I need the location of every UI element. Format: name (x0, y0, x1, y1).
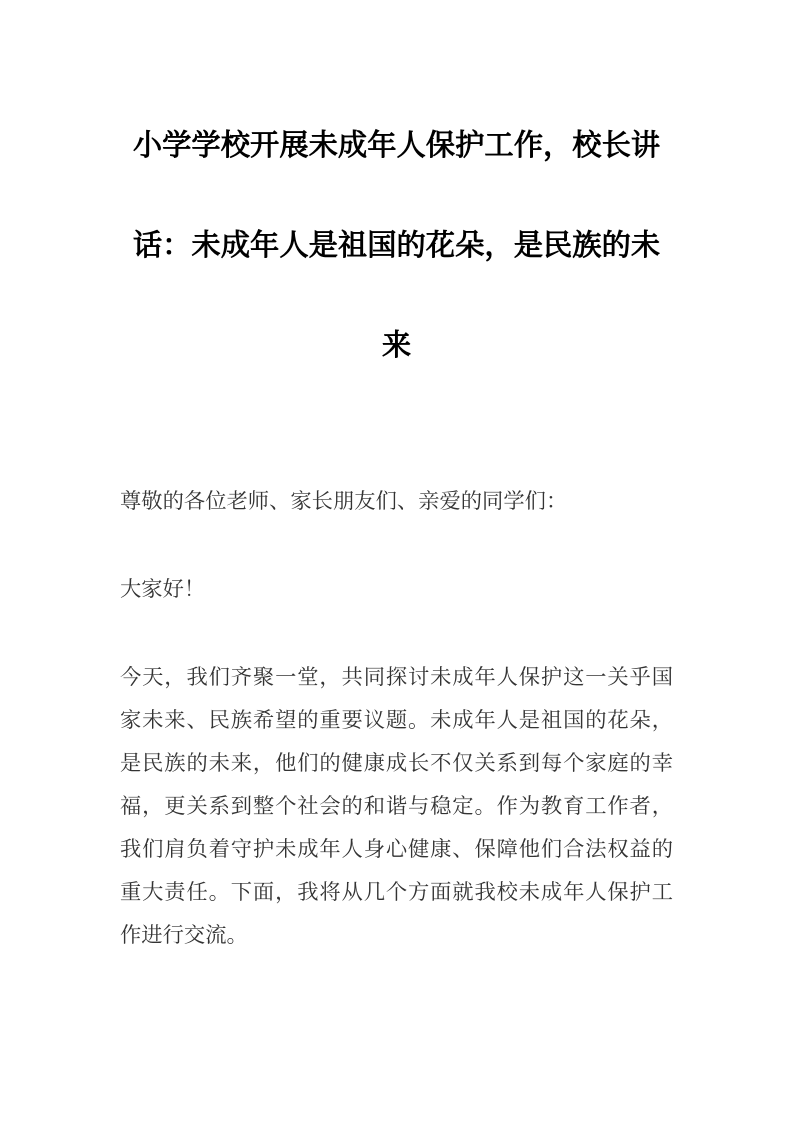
document-title: 小学学校开展未成年人保护工作，校长讲话：未成年人是祖国的花朵，是民族的未来 (132, 129, 661, 362)
paragraph-salutation: 尊敬的各位老师、家长朋友们、亲爱的同学们： (120, 489, 568, 513)
paragraph-greeting: 大家好！ (120, 577, 206, 601)
paragraph-body-intro: 今天，我们齐聚一堂，共同探讨未成年人保护这一关乎国家未来、民族希望的重要议题。未成年人是祖国的花朵，是民族的未来，他们的健康成长不仅关系到每个家庭的幸福，更关系到整个社会的和谐与稳定。作为教育工作者，我们肩负着守护未成年人身心健康、保障他们合法权益的重大责任。下面，我将从几个方面就我校未成年人保护工作进行交流。 (120, 665, 673, 947)
